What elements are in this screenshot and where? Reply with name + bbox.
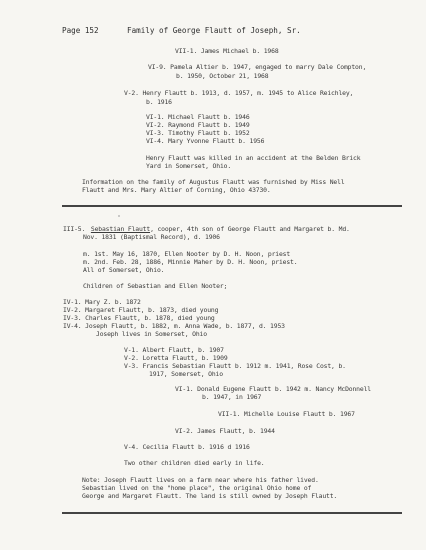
entry-vi-9-pamela: VI-9. Pamela Altier b. 1947, engaged to marry Dale Compton, <box>148 63 367 71</box>
entry-vi-9-pamela-cont: b. 1950, October 21, 1968 <box>176 72 269 80</box>
entry-vi-2-james: VI-2. James Flautt, b. 1944 <box>175 427 275 435</box>
entry-v-2-henry-cont: b. 1916 <box>146 98 172 106</box>
entry-vi-3-timothy: VI-3. Timothy Flautt b. 1952 <box>146 129 250 137</box>
children-heading: Children of Sebastian and Ellen Nooter; <box>83 282 228 290</box>
page-number: Page 152 <box>62 26 99 35</box>
entry-vi-4-mary-yvonne: VI-4. Mary Yvonne Flautt b. 1956 <box>146 137 265 145</box>
entry-iii-5-sebastian <box>63 225 350 233</box>
entry-v-2-henry: V-2. Henry Flautt b. 1913, d. 1957, m. 1945 to Alice Reichley, <box>124 89 354 97</box>
entry-vi-1-donald-cont: b. 1947, in 1967 <box>202 393 262 401</box>
entry-iv-1-mary: IV-1. Mary Z. b. 1872 <box>63 298 141 306</box>
entry-iii-5-sebastian-cont: Nov. 1831 (Baptismal Record), d. 1906 <box>83 233 220 241</box>
page-title: Family of George Flautt of Joseph, Sr. <box>127 26 301 35</box>
marriage-first: m. 1st. May 16, 1870, Ellen Nooter by D. H. Noon, priest <box>83 250 291 258</box>
entry-v-1-albert: V-1. Albert Flautt, b. 1907 <box>124 346 224 354</box>
entry-vii-1-james: VII-1. James Michael b. 1968 <box>175 47 279 55</box>
bottom-divider <box>62 512 402 514</box>
section-divider <box>62 205 402 207</box>
entry-vi-2-raymond: VI-2. Raymond Flautt b. 1949 <box>146 121 250 129</box>
note-henry-accident: Henry Flautt was killed in an accident at the Belden Brick <box>146 154 361 162</box>
sebastian-desc: , cooper, 4th son of George Flautt and Margaret b. Md. <box>150 225 350 233</box>
info-augustus: Information on the family of Augustus Flautt was furnished by Miss Nell <box>82 178 345 186</box>
paper-speck <box>118 215 120 217</box>
entry-iv-4-joseph-cont: Joseph lives in Somerset, Ohio <box>96 330 207 338</box>
entry-iv-3-charles: IV-3. Charles Flautt, b. 1878, died young <box>63 314 215 322</box>
entry-iv-4-joseph: IV-4. Joseph Flautt, b. 1882, m. Anna Wade, b. 1877, d. 1953 <box>63 322 285 330</box>
note-joseph-farm-2: Sebastian lived on the "home place", the original Ohio home of <box>82 484 312 492</box>
entry-vii-1-michelle: VII-1. Michelle Louise Flautt b. 1967 <box>218 410 355 418</box>
note-henry-accident-cont: Yard in Somerset, Ohio. <box>146 162 232 170</box>
entry-vi-1-michael: VI-1. Michael Flautt b. 1946 <box>146 113 250 121</box>
entry-v-2-loretta: V-2. Loretta Flautt, b. 1909 <box>124 354 228 362</box>
note-joseph-farm-3: George and Margaret Flautt. The land is still owned by Joseph Flautt. <box>82 492 338 500</box>
marriage-second: m. 2nd. Feb. 28, 1886, Minnie Maher by D. H. Noon, priest. <box>83 258 298 266</box>
entry-v-3-francis: V-3. Francis Sebastian Flautt b. 1912 m. 1941, Rose Cost, b. <box>124 362 346 370</box>
marriage-place: All of Somerset, Ohio. <box>83 266 165 274</box>
entry-v-3-francis-cont: 1917, Somerset, Ohio <box>149 370 223 378</box>
sebastian-name: Sebastian Flautt <box>90 225 151 233</box>
entry-vi-1-donald: VI-1. Donald Eugene Flautt b. 1942 m. Nancy McDonnell <box>175 385 371 393</box>
note-joseph-farm: Note: Joseph Flautt lives on a farm near where his father lived. <box>82 476 319 484</box>
entry-iv-2-margaret: IV-2. Margaret Flautt, b. 1873, died young <box>63 306 219 314</box>
entry-v-4-cecilia: V-4. Cecilia Flautt b. 1916 d 1916 <box>124 443 250 451</box>
generation-label: III-5. <box>63 225 86 233</box>
note-other-children: Two other children died early in life. <box>124 459 265 467</box>
info-augustus-cont: Flautt and Mrs. Mary Altier of Corning, Ohio 43730. <box>82 186 271 194</box>
